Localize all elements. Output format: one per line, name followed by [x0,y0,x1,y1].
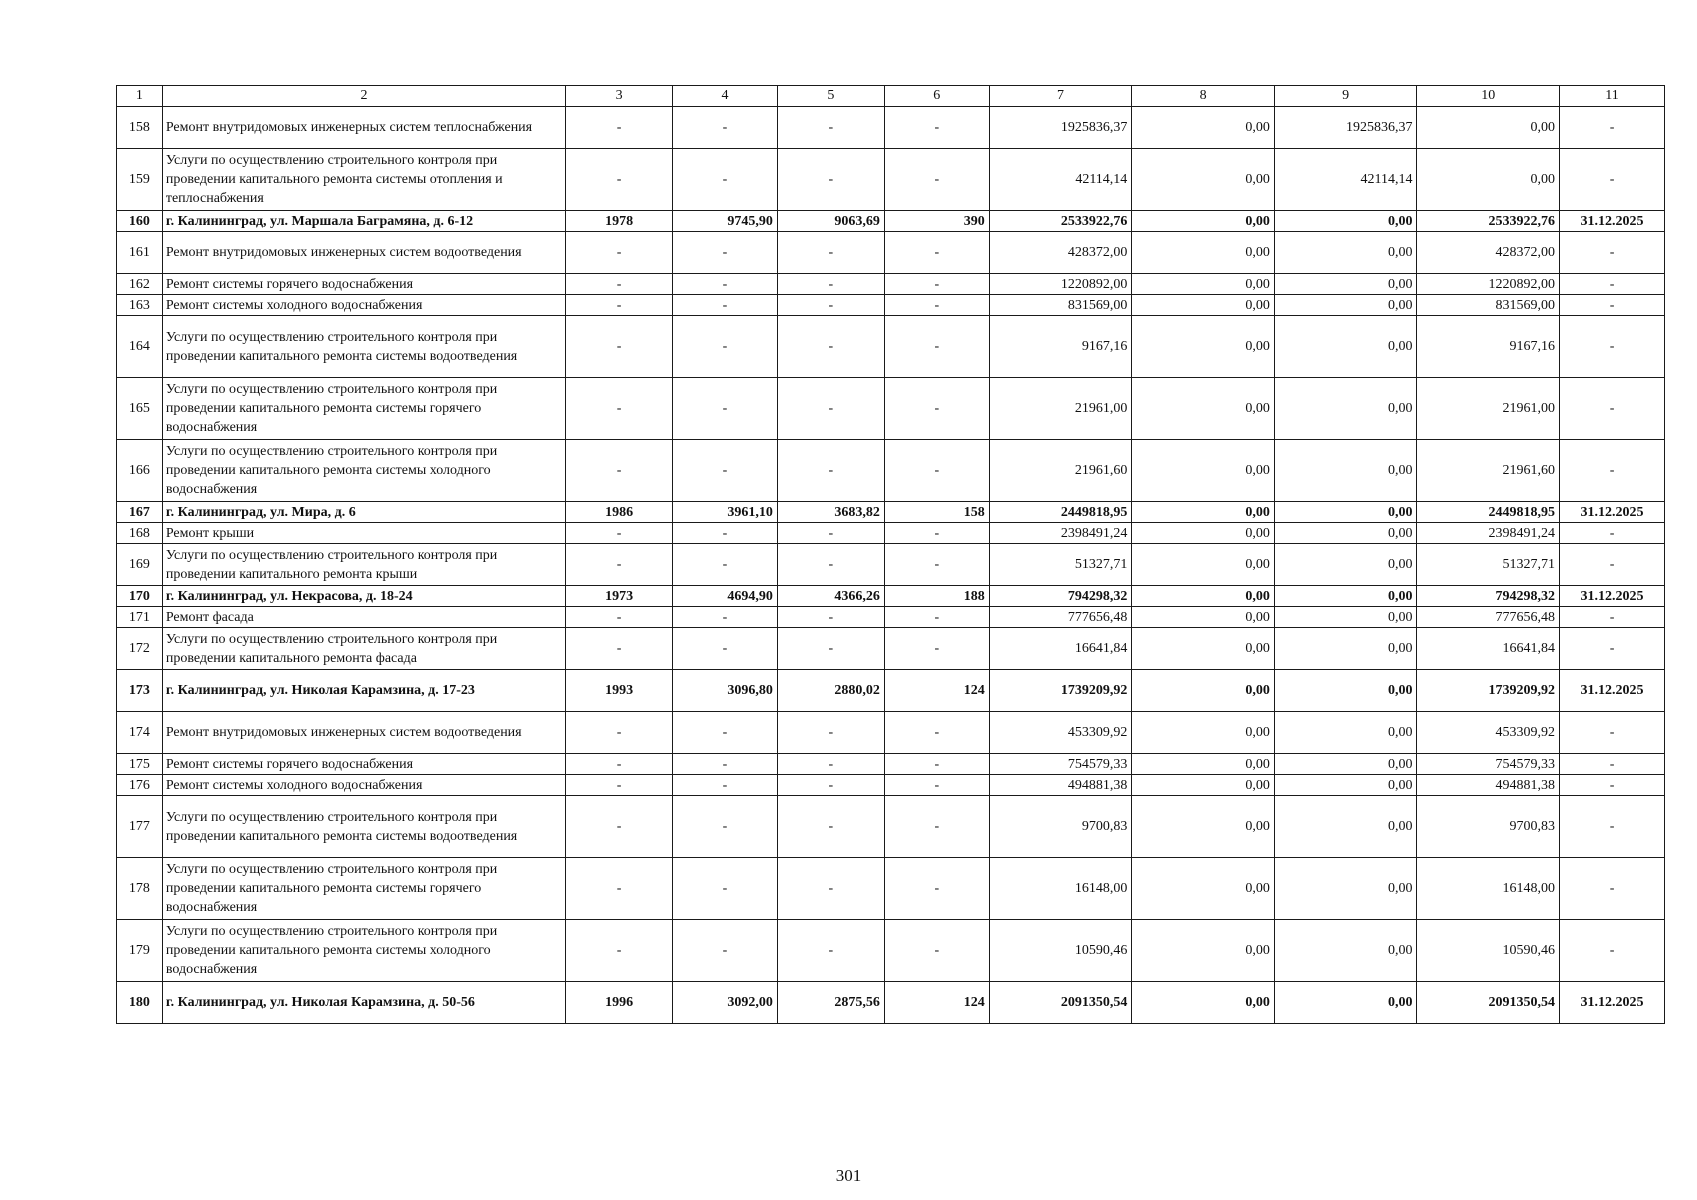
cell-col-10: 831569,00 [1417,295,1560,316]
cell-col-3: - [566,920,673,982]
cell-col-4: - [673,775,778,796]
work-name-cell: Услуги по осуществлению строительного контроля при проведении капитального ремонта системы горячего водоснабжения [162,378,565,440]
cell-col-3: 1978 [566,211,673,232]
cell-col-7: 1739209,92 [989,670,1132,712]
cell-col-6: - [884,920,989,982]
cell-col-7: 777656,48 [989,607,1132,628]
cell-col-8: 0,00 [1132,628,1275,670]
table-row [117,211,1665,232]
row-number: 169 [117,544,163,586]
cell-col-6: - [884,295,989,316]
cell-col-7: 51327,71 [989,544,1132,586]
cell-col-11: - [1560,920,1665,982]
cell-col-4: - [673,316,778,378]
cell-col-4: 3092,00 [673,982,778,1024]
row-number: 173 [117,670,163,712]
column-header: 11 [1560,86,1665,107]
cell-col-6: - [884,107,989,149]
cell-col-11: - [1560,544,1665,586]
cell-col-9: 0,00 [1274,502,1417,523]
cell-col-4: - [673,628,778,670]
table-row [117,586,1665,607]
table-row [117,670,1665,712]
cell-col-5: - [777,796,884,858]
work-name-cell: Услуги по осуществлению строительного контроля при проведении капитального ремонта системы водоотведения [162,316,565,378]
cell-col-5: - [777,274,884,295]
cell-col-11: - [1560,149,1665,211]
cell-col-10: 777656,48 [1417,607,1560,628]
cell-col-11: - [1560,712,1665,754]
cell-col-7: 16148,00 [989,858,1132,920]
cell-col-6: - [884,544,989,586]
row-number: 175 [117,754,163,775]
cell-col-5: - [777,107,884,149]
work-name-cell: Услуги по осуществлению строительного контроля при проведении капитального ремонта системы отопления и теплоснабжения [162,149,565,211]
cell-col-8: 0,00 [1132,523,1275,544]
cell-col-5: - [777,920,884,982]
cell-col-3: - [566,796,673,858]
cell-col-5: - [777,295,884,316]
cell-col-5: - [777,440,884,502]
column-header: 10 [1417,86,1560,107]
cell-col-10: 2091350,54 [1417,982,1560,1024]
cell-col-9: 0,00 [1274,523,1417,544]
column-number-row [117,86,1665,107]
row-number: 178 [117,858,163,920]
cell-col-4: - [673,523,778,544]
cell-col-4: 4694,90 [673,586,778,607]
cell-col-3: - [566,523,673,544]
cell-col-9: 0,00 [1274,232,1417,274]
cell-col-4: - [673,607,778,628]
table-row [117,523,1665,544]
cell-col-11: - [1560,316,1665,378]
cell-col-6: 188 [884,586,989,607]
cell-col-8: 0,00 [1132,796,1275,858]
cell-col-10: 0,00 [1417,107,1560,149]
cell-col-6: 124 [884,670,989,712]
cell-col-10: 453309,92 [1417,712,1560,754]
work-name-cell: Ремонт системы горячего водоснабжения [162,754,565,775]
cell-col-11: - [1560,754,1665,775]
cell-col-9: 0,00 [1274,982,1417,1024]
work-name-cell: Ремонт системы холодного водоснабжения [162,295,565,316]
column-header: 2 [162,86,565,107]
cell-col-9: 0,00 [1274,378,1417,440]
page-number: 301 [835,1166,862,1185]
cell-col-8: 0,00 [1132,274,1275,295]
cell-col-3: - [566,628,673,670]
table-row [117,858,1665,920]
column-header: 7 [989,86,1132,107]
table-row [117,982,1665,1024]
cell-col-11: - [1560,295,1665,316]
cell-col-9: 0,00 [1274,920,1417,982]
table-row [117,274,1665,295]
cell-col-9: 0,00 [1274,670,1417,712]
cell-col-11: - [1560,523,1665,544]
cell-col-4: - [673,858,778,920]
cell-col-7: 754579,33 [989,754,1132,775]
cell-col-3: - [566,316,673,378]
cell-col-6: - [884,796,989,858]
cell-col-7: 2398491,24 [989,523,1132,544]
column-header: 4 [673,86,778,107]
cell-col-8: 0,00 [1132,607,1275,628]
cell-col-7: 494881,38 [989,775,1132,796]
row-number: 174 [117,712,163,754]
cell-col-9: 0,00 [1274,754,1417,775]
cell-col-10: 0,00 [1417,149,1560,211]
cell-col-6: - [884,858,989,920]
cell-col-3: - [566,754,673,775]
cell-col-6: - [884,754,989,775]
address-cell: г. Калининград, ул. Некрасова, д. 18-24 [162,586,565,607]
work-name-cell: Ремонт внутридомовых инженерных систем водоотведения [162,232,565,274]
cell-col-11: - [1560,775,1665,796]
cell-col-3: - [566,544,673,586]
cell-col-10: 21961,00 [1417,378,1560,440]
work-name-cell: Ремонт внутридомовых инженерных систем водоотведения [162,712,565,754]
cell-col-7: 1220892,00 [989,274,1132,295]
cell-col-8: 0,00 [1132,586,1275,607]
cell-col-5: - [777,754,884,775]
table-row [117,544,1665,586]
table-row [117,754,1665,775]
cell-col-9: 0,00 [1274,607,1417,628]
cell-col-11: 31.12.2025 [1560,211,1665,232]
work-name-cell: Услуги по осуществлению строительного контроля при проведении капитального ремонта фасада [162,628,565,670]
cell-col-4: - [673,378,778,440]
cell-col-3: - [566,775,673,796]
cell-col-8: 0,00 [1132,378,1275,440]
cell-col-9: 0,00 [1274,274,1417,295]
row-number: 172 [117,628,163,670]
cell-col-5: - [777,628,884,670]
cell-col-5: 2880,02 [777,670,884,712]
cell-col-11: - [1560,607,1665,628]
column-header: 5 [777,86,884,107]
cell-col-9: 42114,14 [1274,149,1417,211]
work-name-cell: Ремонт фасада [162,607,565,628]
cell-col-11: - [1560,378,1665,440]
table-row [117,712,1665,754]
row-number: 171 [117,607,163,628]
cell-col-5: 9063,69 [777,211,884,232]
cell-col-7: 2091350,54 [989,982,1132,1024]
cell-col-7: 794298,32 [989,586,1132,607]
column-header: 1 [117,86,163,107]
row-number: 177 [117,796,163,858]
work-name-cell: Ремонт крыши [162,523,565,544]
cell-col-6: 158 [884,502,989,523]
cell-col-4: - [673,274,778,295]
cell-col-8: 0,00 [1132,107,1275,149]
row-number: 162 [117,274,163,295]
cell-col-9: 0,00 [1274,316,1417,378]
cell-col-6: - [884,378,989,440]
cell-col-7: 10590,46 [989,920,1132,982]
cell-col-3: - [566,712,673,754]
cell-col-11: 31.12.2025 [1560,586,1665,607]
address-cell: г. Калининград, ул. Маршала Баграмяна, д. 6-12 [162,211,565,232]
cell-col-10: 9167,16 [1417,316,1560,378]
cell-col-5: - [777,232,884,274]
cell-col-4: - [673,754,778,775]
cell-col-5: - [777,316,884,378]
table-row [117,316,1665,378]
cell-col-4: - [673,295,778,316]
cell-col-3: 1993 [566,670,673,712]
cell-col-4: - [673,107,778,149]
cell-col-5: 3683,82 [777,502,884,523]
cell-col-11: 31.12.2025 [1560,982,1665,1024]
table-row [117,607,1665,628]
cell-col-5: - [777,149,884,211]
work-name-cell: Услуги по осуществлению строительного контроля при проведении капитального ремонта системы водоотведения [162,796,565,858]
cell-col-6: - [884,523,989,544]
row-number: 167 [117,502,163,523]
cell-col-5: - [777,544,884,586]
cell-col-8: 0,00 [1132,544,1275,586]
work-name-cell: Ремонт внутридомовых инженерных систем теплоснабжения [162,107,565,149]
work-name-cell: Услуги по осуществлению строительного контроля при проведении капитального ремонта крыши [162,544,565,586]
cell-col-4: - [673,796,778,858]
cell-col-3: - [566,295,673,316]
cell-col-8: 0,00 [1132,502,1275,523]
cell-col-6: - [884,274,989,295]
cell-col-3: - [566,107,673,149]
cell-col-8: 0,00 [1132,295,1275,316]
row-number: 158 [117,107,163,149]
cell-col-6: - [884,149,989,211]
cell-col-7: 9700,83 [989,796,1132,858]
cell-col-10: 1220892,00 [1417,274,1560,295]
address-cell: г. Калининград, ул. Николая Карамзина, д. 50-56 [162,982,565,1024]
cell-col-11: - [1560,628,1665,670]
cell-col-4: 3961,10 [673,502,778,523]
cell-col-3: 1986 [566,502,673,523]
cell-col-7: 16641,84 [989,628,1132,670]
cell-col-6: - [884,316,989,378]
cell-col-6: - [884,775,989,796]
cell-col-4: - [673,544,778,586]
cell-col-3: - [566,858,673,920]
cell-col-11: 31.12.2025 [1560,670,1665,712]
cell-col-3: - [566,440,673,502]
column-header: 6 [884,86,989,107]
cell-col-8: 0,00 [1132,316,1275,378]
cell-col-9: 0,00 [1274,628,1417,670]
cell-col-9: 0,00 [1274,440,1417,502]
cell-col-5: 4366,26 [777,586,884,607]
cell-col-5: - [777,712,884,754]
cell-col-8: 0,00 [1132,858,1275,920]
cell-col-10: 794298,32 [1417,586,1560,607]
cell-col-6: - [884,440,989,502]
cell-col-9: 0,00 [1274,211,1417,232]
row-number: 165 [117,378,163,440]
cell-col-11: - [1560,440,1665,502]
work-name-cell: Ремонт системы горячего водоснабжения [162,274,565,295]
cell-col-10: 51327,71 [1417,544,1560,586]
table-row [117,440,1665,502]
cell-col-11: - [1560,796,1665,858]
cell-col-6: - [884,628,989,670]
cell-col-8: 0,00 [1132,754,1275,775]
row-number: 176 [117,775,163,796]
column-header: 3 [566,86,673,107]
work-name-cell: Ремонт системы холодного водоснабжения [162,775,565,796]
row-number: 159 [117,149,163,211]
cell-col-4: - [673,440,778,502]
cell-col-5: - [777,607,884,628]
table-row [117,295,1665,316]
cell-col-8: 0,00 [1132,775,1275,796]
cell-col-3: - [566,378,673,440]
cell-col-3: 1973 [566,586,673,607]
row-number: 168 [117,523,163,544]
cell-col-3: 1996 [566,982,673,1024]
table-row [117,920,1665,982]
cell-col-10: 2449818,95 [1417,502,1560,523]
column-header: 9 [1274,86,1417,107]
cell-col-9: 0,00 [1274,586,1417,607]
work-name-cell: Услуги по осуществлению строительного контроля при проведении капитального ремонта системы горячего водоснабжения [162,858,565,920]
cell-col-8: 0,00 [1132,232,1275,274]
cell-col-3: - [566,607,673,628]
cell-col-8: 0,00 [1132,149,1275,211]
row-number: 170 [117,586,163,607]
table-row [117,107,1665,149]
cell-col-9: 0,00 [1274,544,1417,586]
cell-col-7: 2449818,95 [989,502,1132,523]
cell-col-3: - [566,232,673,274]
cell-col-4: 3096,80 [673,670,778,712]
cell-col-8: 0,00 [1132,211,1275,232]
cell-col-7: 831569,00 [989,295,1132,316]
cell-col-9: 0,00 [1274,775,1417,796]
cell-col-4: - [673,712,778,754]
table-row [117,502,1665,523]
cell-col-4: - [673,920,778,982]
cell-col-10: 2398491,24 [1417,523,1560,544]
cell-col-7: 453309,92 [989,712,1132,754]
cell-col-8: 0,00 [1132,670,1275,712]
cell-col-10: 428372,00 [1417,232,1560,274]
cell-col-11: - [1560,232,1665,274]
cell-col-10: 754579,33 [1417,754,1560,775]
cell-col-6: 124 [884,982,989,1024]
cell-col-9: 0,00 [1274,295,1417,316]
cell-col-10: 10590,46 [1417,920,1560,982]
cell-col-10: 2533922,76 [1417,211,1560,232]
cell-col-7: 21961,00 [989,378,1132,440]
cell-col-11: - [1560,274,1665,295]
cell-col-7: 428372,00 [989,232,1132,274]
work-name-cell: Услуги по осуществлению строительного контроля при проведении капитального ремонта системы холодного водоснабжения [162,440,565,502]
cell-col-8: 0,00 [1132,982,1275,1024]
cell-col-10: 16641,84 [1417,628,1560,670]
cell-col-10: 494881,38 [1417,775,1560,796]
cell-col-8: 0,00 [1132,712,1275,754]
cell-col-8: 0,00 [1132,440,1275,502]
cell-col-7: 9167,16 [989,316,1132,378]
cell-col-8: 0,00 [1132,920,1275,982]
table-row [117,796,1665,858]
cell-col-11: 31.12.2025 [1560,502,1665,523]
cell-col-3: - [566,149,673,211]
row-number: 179 [117,920,163,982]
cell-col-6: - [884,232,989,274]
cell-col-9: 1925836,37 [1274,107,1417,149]
cell-col-7: 21961,60 [989,440,1132,502]
row-number: 160 [117,211,163,232]
column-header: 8 [1132,86,1275,107]
cell-col-10: 16148,00 [1417,858,1560,920]
table-row [117,775,1665,796]
row-number: 161 [117,232,163,274]
row-number: 180 [117,982,163,1024]
row-number: 166 [117,440,163,502]
address-cell: г. Калининград, ул. Николая Карамзина, д. 17-23 [162,670,565,712]
row-number: 164 [117,316,163,378]
cell-col-7: 2533922,76 [989,211,1132,232]
table-row [117,628,1665,670]
cell-col-3: - [566,274,673,295]
cell-col-6: - [884,712,989,754]
cell-col-9: 0,00 [1274,796,1417,858]
cell-col-11: - [1560,858,1665,920]
cell-col-10: 9700,83 [1417,796,1560,858]
cell-col-6: - [884,607,989,628]
cell-col-4: 9745,90 [673,211,778,232]
work-name-cell: Услуги по осуществлению строительного контроля при проведении капитального ремонта системы холодного водоснабжения [162,920,565,982]
cell-col-7: 42114,14 [989,149,1132,211]
cell-col-9: 0,00 [1274,858,1417,920]
cell-col-5: - [777,523,884,544]
cell-col-4: - [673,232,778,274]
table-row [117,378,1665,440]
cell-col-10: 1739209,92 [1417,670,1560,712]
cell-col-6: 390 [884,211,989,232]
cell-col-5: 2875,56 [777,982,884,1024]
cell-col-10: 21961,60 [1417,440,1560,502]
table-row [117,232,1665,274]
address-cell: г. Калининград, ул. Мира, д. 6 [162,502,565,523]
capital-repair-table [116,85,1665,1024]
cell-col-11: - [1560,107,1665,149]
cell-col-4: - [673,149,778,211]
row-number: 163 [117,295,163,316]
cell-col-5: - [777,775,884,796]
cell-col-5: - [777,378,884,440]
cell-col-5: - [777,858,884,920]
cell-col-7: 1925836,37 [989,107,1132,149]
cell-col-9: 0,00 [1274,712,1417,754]
table-row [117,149,1665,211]
